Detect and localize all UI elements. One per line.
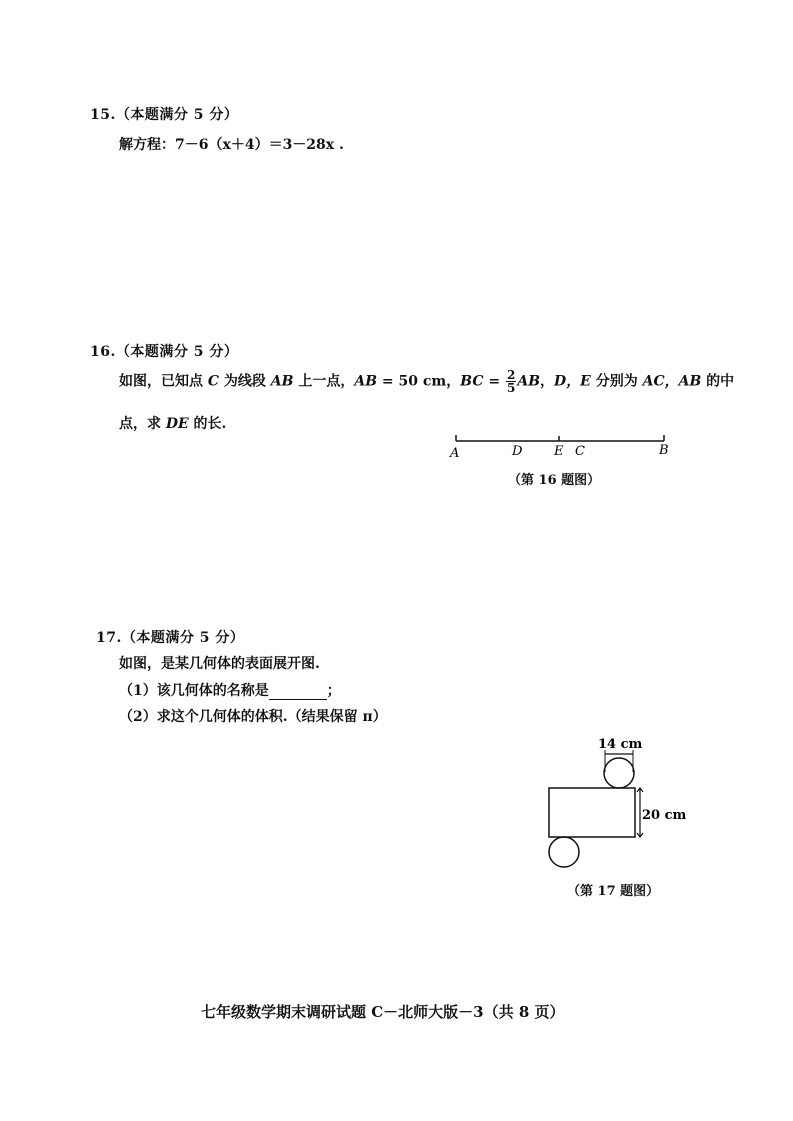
point-label-a: A (450, 446, 460, 461)
point-label-e: E (554, 444, 564, 459)
point-label-d: D (512, 444, 523, 459)
question-15-equation: 解方程：7－6（x＋4）＝3－28x . (119, 137, 344, 153)
question-16-line-2: 点，求 DE 的长. (119, 416, 227, 432)
question-17-part-2: （2）求这个几何体的体积.（结果保留 π） (119, 709, 387, 725)
point-label-c: C (575, 444, 585, 459)
fraction-two-fifths: $\frac{2}{5}$ (506, 368, 516, 395)
diameter-label: 14 cm (598, 737, 643, 752)
figure-16-caption: （第 16 题图） (508, 473, 601, 488)
figure-17-caption: （第 17 题图） (567, 884, 660, 899)
question-15-heading: 15.（本题满分 5 分） (90, 107, 239, 123)
question-16-heading: 16.（本题满分 5 分） (90, 344, 239, 360)
answer-blank[interactable] (269, 685, 327, 700)
height-label: 20 cm (642, 808, 687, 823)
page-footer: 七年级数学期末调研试题 C－北师大版－3（共 8 页） (201, 1003, 565, 1021)
cylinder-net-diagram (540, 730, 700, 870)
point-label-b: B (659, 443, 669, 458)
bottom-circle (549, 837, 579, 867)
question-16-line-1: 如图，已知点 C 为线段 AB 上一点，AB = 50 cm，BC = $\frac{2}{5}$ AB，D，E 分别为 AC，AB 的中 (119, 368, 735, 395)
question-17-part-1: （1）该几何体的名称是 ； (119, 683, 341, 699)
top-circle (604, 758, 634, 788)
question-17-intro: 如图，是某几何体的表面展开图. (119, 656, 320, 672)
segment-diagram (440, 430, 680, 464)
question-17-heading: 17.（本题满分 5 分） (96, 630, 245, 646)
lateral-rectangle (549, 788, 635, 837)
